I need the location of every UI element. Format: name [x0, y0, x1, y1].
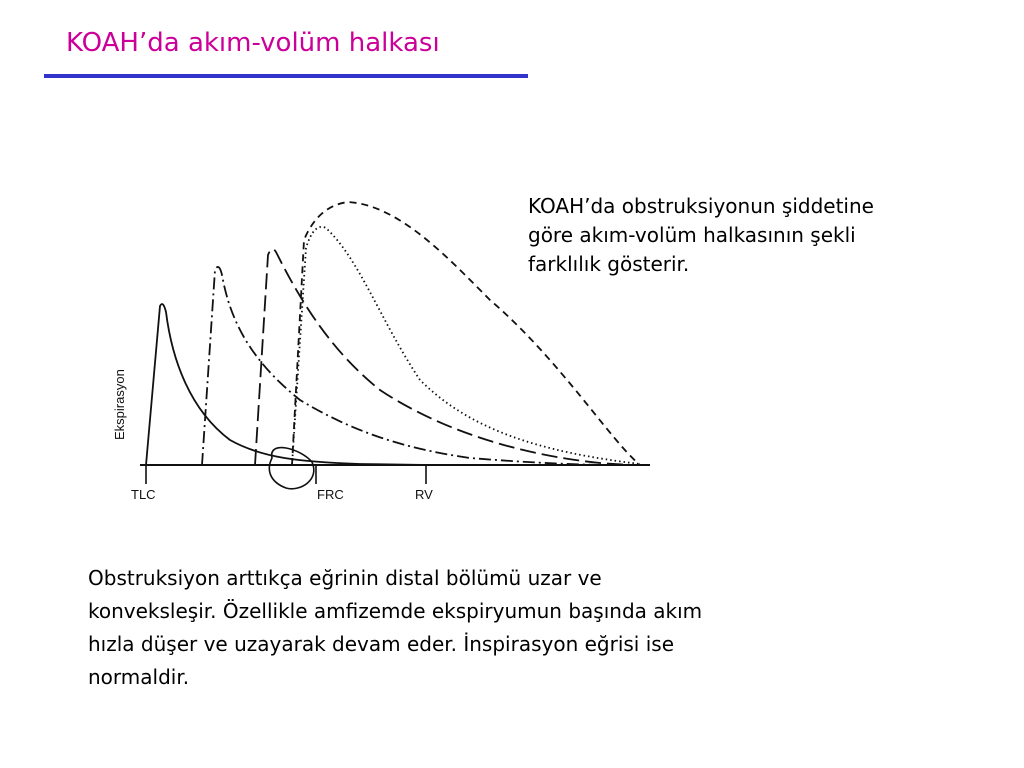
bottom-text-line-1: Obstruksiyon arttıkça eğrinin distal bölümü uzar ve — [88, 566, 602, 590]
bottom-text-line-3: hızla düşer ve uzayarak devam eder. İnspirasyon eğrisi ise — [88, 632, 674, 656]
curve-short-dash — [292, 202, 640, 465]
side-text-line-3: farklılık gösterir. — [528, 252, 690, 276]
bottom-description — [88, 562, 948, 694]
y-axis-label: Ekspirasyon — [112, 369, 127, 440]
bottom-text-line-2: konveksleşir. Özellikle amfizemde ekspiryumun başında akım — [88, 599, 703, 623]
bottom-text-line-4: normaldir. — [88, 665, 190, 689]
tick-label-tlc: TLC — [131, 487, 156, 502]
curve-dotted — [292, 227, 640, 465]
curve-long-dash — [255, 249, 630, 465]
slide-title: KOAH’da akım-volüm halkası — [66, 28, 440, 58]
side-text-line-2: göre akım-volüm halkasının şekli — [528, 223, 856, 247]
tick-label-frc: FRC — [317, 487, 344, 502]
curve-solid — [146, 304, 430, 465]
side-text-line-1: KOAH’da obstruksiyonun şiddetine — [528, 194, 874, 218]
tick-label-rv: RV — [415, 487, 433, 502]
inspiration-loop — [269, 448, 313, 489]
